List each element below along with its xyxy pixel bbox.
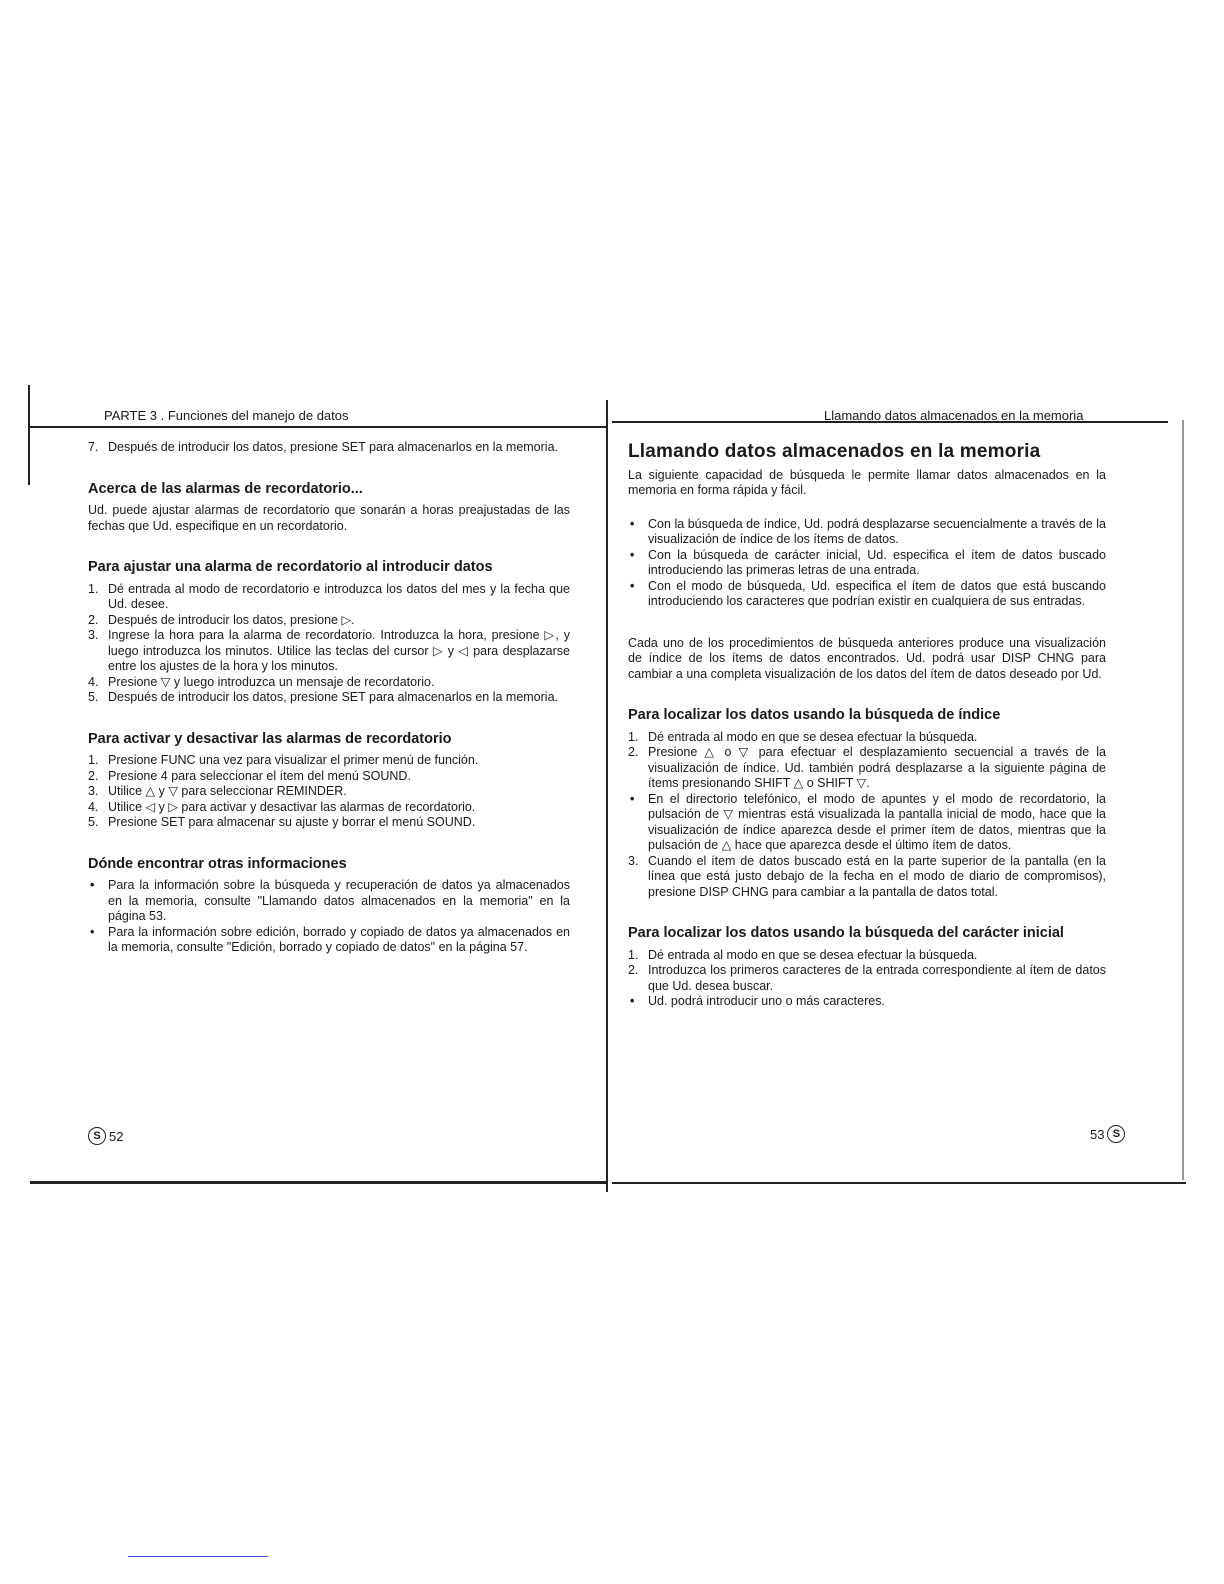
step-text: Dé entrada al modo en que se desea efectuar la búsqueda.	[648, 729, 978, 744]
bullet-icon: •	[90, 878, 95, 892]
section-heading: Para localizar los datos usando la búsqueda de índice	[628, 707, 1001, 723]
bullet-icon: •	[630, 547, 635, 562]
left-page	[88, 440, 570, 956]
step-number: 5.	[88, 815, 99, 829]
step-number: 2.	[628, 745, 639, 759]
list-item	[628, 994, 1106, 1010]
bullet-text: Con el modo de búsqueda, Ud. especifica el ítem de datos que está buscando introduciendo los caracteres que podrían existir en cualquiera de sus entradas.	[648, 578, 1106, 608]
steps-list	[88, 753, 570, 831]
language-badge: S	[1107, 1125, 1125, 1143]
step-text: En el directorio telefónico, el modo de apuntes y el modo de recordatorio, la pulsación de ▽ mientras está visualizada la pantalla inicial de modo, hace que la visualización de índice aparezca desde el primer ítem de datos, mientras que la pulsación de △ hace que aparezca desde el último ítem de datos.	[648, 791, 1106, 852]
step-text: Después de introducir los datos, presione SET para almacenarlos en la memoria.	[108, 690, 558, 704]
bullet-text: Con la búsqueda de carácter inicial, Ud. especifica el ítem de datos buscado introduciendo las primeras letras de una entrada.	[648, 547, 1106, 577]
right-margin-line	[1182, 420, 1184, 1180]
left-header-rule	[30, 426, 606, 428]
step-number: 5.	[88, 690, 99, 704]
step-number: 1.	[628, 729, 639, 744]
step-text: Después de introducir los datos, presione ▷.	[108, 612, 355, 627]
step-text: Presione △ o ▽ para efectuar el desplazamiento secuencial a través de la visualización de índice. Ud. también podrá desplazarse a la siguiente página de ítems presionando SHIFT △ o SHIFT ▽.	[648, 745, 1106, 790]
step-number: 1.	[88, 753, 99, 767]
list-item	[88, 800, 570, 816]
intro-step-list	[88, 440, 570, 456]
step-text: Presione ▽ y luego introduzca un mensaje de recordatorio.	[108, 674, 435, 689]
page-title: Llamando datos almacenados en la memoria	[628, 441, 1041, 462]
step-number: 2.	[88, 612, 99, 627]
list-item	[628, 854, 1106, 901]
bullet-text: Con la búsqueda de índice, Ud. podrá desplazarse secuencialmente a través de la visualización de índice de los ítems de datos.	[648, 516, 1106, 546]
step-number: 3.	[88, 628, 99, 642]
bullet-text: Para la información sobre la búsqueda y recuperación de datos ya almacenados en la memoria, consulte "Llamando datos almacenados en la memoria" en la página 53.	[108, 878, 570, 923]
section-heading: Para localizar los datos usando la búsqueda del carácter inicial	[628, 925, 1064, 941]
list-item	[628, 548, 1106, 579]
section-heading: Dónde encontrar otras informaciones	[88, 855, 347, 872]
step-text: Ingrese la hora para la alarma de recordatorio. Introduzca la hora, presione ▷, y luego introduzca los minutos. Utilice las teclas del cursor ▷ y ◁ para desplazarse entre los ajustes de la hora y los minutos.	[108, 628, 570, 673]
bullet-icon: •	[630, 516, 635, 531]
left-running-header: PARTE 3 . Funciones del manejo de datos	[104, 408, 349, 423]
list-item	[88, 582, 570, 613]
step-text: Dé entrada al modo en que se desea efectuar la búsqueda.	[648, 947, 978, 962]
list-item	[88, 690, 570, 706]
language-badge: S	[88, 1127, 106, 1145]
step-number: 1.	[628, 947, 639, 962]
left-page-number	[88, 1127, 123, 1145]
bullet-icon: •	[630, 791, 635, 806]
step-text: Después de introducir los datos, presione SET para almacenarlos en la memoria.	[108, 440, 558, 454]
step-number: 2.	[88, 768, 99, 783]
step-number: 3.	[628, 853, 639, 868]
section-paragraph: Ud. puede ajustar alarmas de recordatorio que sonarán a horas preajustadas de las fechas que Ud. especifique en un recordatorio.	[88, 503, 570, 533]
list-item	[88, 753, 570, 769]
list-item	[628, 517, 1106, 548]
center-gutter-line	[606, 400, 608, 1192]
right-footer-rule	[612, 1182, 1186, 1184]
step-text: Presione 4 para seleccionar el ítem del menú SOUND.	[108, 768, 411, 783]
step-text: Presione FUNC una vez para visualizar el primer menú de función.	[108, 753, 479, 767]
list-item	[88, 925, 570, 956]
list-item	[88, 628, 570, 675]
list-item	[88, 613, 570, 629]
step-number: 7.	[88, 440, 99, 454]
list-item	[88, 784, 570, 800]
bullet-icon: •	[630, 994, 635, 1008]
step-number: 4.	[88, 799, 99, 814]
list-item	[628, 745, 1106, 792]
body-paragraph: Cada uno de los procedimientos de búsqueda anteriores produce una visualización de índice de los ítems de datos encontrados. Ud. podrá usar DISP CHNG para cambiar a una completa visualización de los datos del ítem de datos deseado por Ud.	[628, 635, 1106, 681]
step-text: Utilice ◁ y ▷ para activar y desactivar las alarmas de recordatorio.	[108, 799, 476, 814]
step-number: 3.	[88, 784, 99, 798]
list-item	[628, 579, 1106, 610]
step-text: Dé entrada al modo de recordatorio e introduzca los datos del mes y la fecha que Ud. desee.	[108, 581, 570, 611]
steps-list	[628, 948, 1106, 1010]
bullet-list	[88, 878, 570, 956]
step-text: Ud. podrá introducir uno o más caracteres.	[648, 994, 885, 1008]
list-item	[628, 792, 1106, 854]
page-number-text: 52	[109, 1128, 124, 1144]
bullet-icon: •	[630, 578, 635, 593]
step-text: Introduzca los primeros caracteres de la entrada correspondiente al ítem de datos que Ud. desea buscar.	[648, 963, 1106, 993]
section-heading: Para ajustar una alarma de recordatorio al introducir datos	[88, 559, 493, 575]
bullet-list	[628, 517, 1106, 610]
list-item	[88, 440, 570, 456]
left-footer-rule	[30, 1181, 606, 1184]
bullet-text: Para la información sobre edición, borrado y copiado de datos ya almacenados en la memoria, consulte "Edición, borrado y copiado de datos" en la página 57.	[108, 924, 570, 954]
list-item	[88, 878, 570, 925]
list-item	[88, 675, 570, 691]
bullet-icon: •	[90, 924, 95, 939]
left-margin-line	[28, 385, 30, 485]
list-item	[628, 730, 1106, 746]
step-text: Utilice △ y ▽ para seleccionar REMINDER.	[108, 784, 347, 798]
step-text: Presione SET para almacenar su ajuste y borrar el menú SOUND.	[108, 815, 476, 829]
step-number: 4.	[88, 674, 99, 689]
intro-paragraph: La siguiente capacidad de búsqueda le permite llamar datos almacenados en la memoria en forma rápida y fácil.	[628, 467, 1106, 497]
step-number: 2.	[628, 963, 639, 977]
right-page-number	[1090, 1125, 1125, 1143]
right-running-header: Llamando datos almacenados en la memoria	[824, 408, 1084, 423]
section-heading: Acerca de las alarmas de recordatorio...	[88, 480, 363, 497]
right-page	[628, 441, 1106, 1010]
bottom-link-line	[128, 1556, 268, 1557]
steps-list	[88, 582, 570, 706]
step-text: Cuando el ítem de datos buscado está en la parte superior de la pantalla (en la línea que está justo debajo de la fecha en el modo de diario de compromisos), presione DISP CHNG para cambiar a la pantalla de datos total.	[648, 853, 1106, 899]
list-item	[628, 963, 1106, 994]
list-item	[628, 948, 1106, 964]
section-heading: Para activar y desactivar las alarmas de recordatorio	[88, 730, 452, 747]
step-number: 1.	[88, 581, 99, 596]
page-number-text: 53	[1090, 1126, 1105, 1142]
list-item	[88, 815, 570, 831]
list-item	[88, 769, 570, 785]
steps-list	[628, 730, 1106, 901]
